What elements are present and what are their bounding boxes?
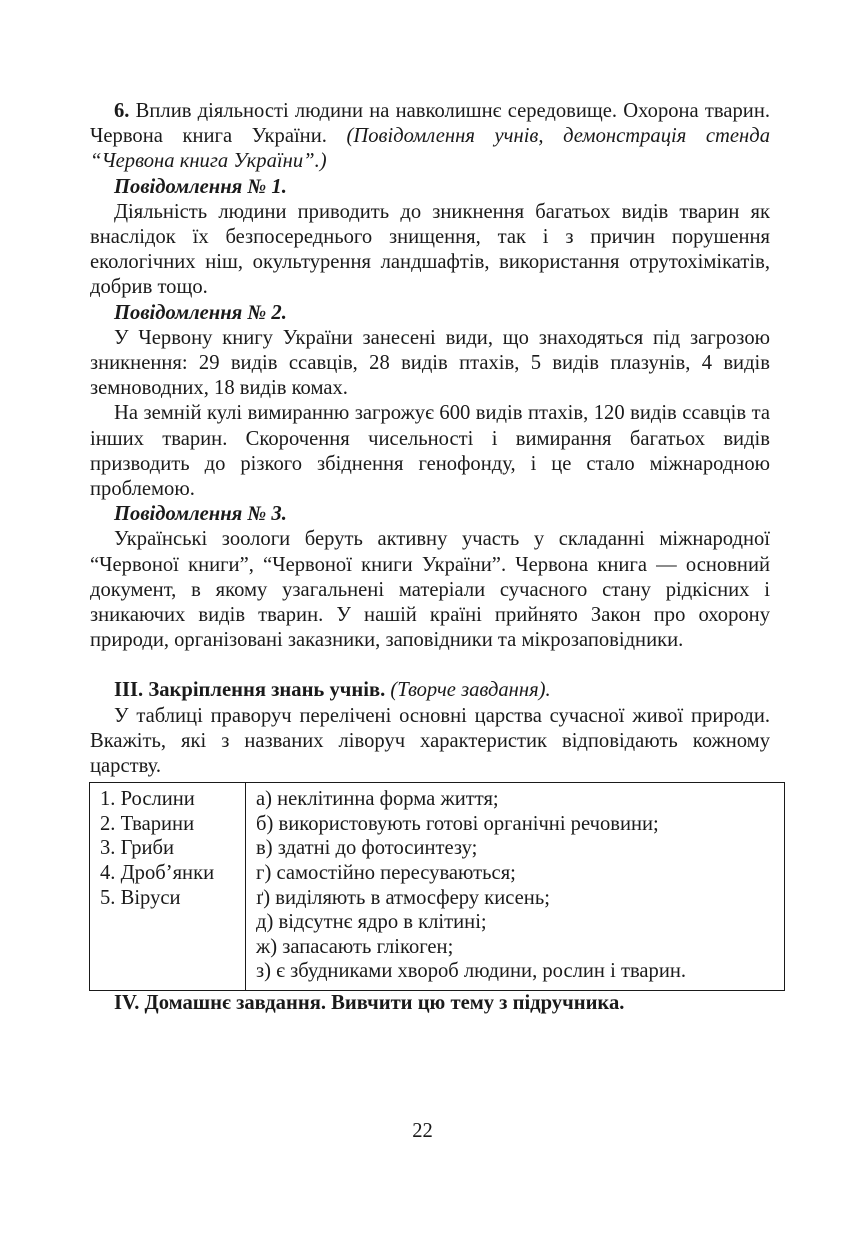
section-6-paragraph — [90, 99, 770, 175]
characteristic-item: в) здатні до фотосинтезу; — [256, 837, 478, 860]
page-content — [90, 99, 770, 1016]
section-6-note: (Повідомлення учнів, демонстрація стенда “Червона книга України”.) — [90, 125, 770, 173]
section-3-title: ІІІ. Закріплення знань учнів. — [114, 679, 386, 702]
kingdom-item: 1. Рослини — [100, 788, 195, 811]
table-row — [90, 783, 785, 991]
section-6-number: 6. — [114, 100, 130, 122]
characteristic-item: з) є збудниками хвороб людини, рослин і тварин. — [256, 960, 687, 983]
kingdoms-column — [90, 783, 246, 991]
message-2-paragraph-2: На земній кулі вимиранню загрожує 600 видів птахів, 120 видів ссавців та інших тварин. Скорочення чисельності і вимирання багатьох видів призводить до різкого збіднення генофонду, і це стало міжнародною проблемою. — [90, 402, 770, 501]
section-4-homework: IV. Домашнє завдання. Вивчити цю тему з підручника. — [114, 992, 625, 1015]
section-6-text: Вплив діяльності людини на навколишнє середовище. Охорона тварин. Червона книга України. — [90, 100, 770, 148]
section-gap — [90, 653, 770, 678]
characteristic-item: ж) запасають глікоген; — [256, 935, 454, 958]
message-3-paragraph-1: Українські зоологи беруть активну участь у складанні міжнародної “Червоної книги”, “Червоної книги України”. Червона книга — основний документ, в якому узагальнені матеріали сучасного стану рідкісних і зникаючих видів тварин. У нашій країні прийнято Закон про охорону природи, організовані заказники, заповідники та мікрозаповідники. — [90, 528, 770, 652]
section-3-note: (Творче завдання). — [385, 679, 551, 702]
section-3-text: У таблиці праворуч перелічені основні царства сучасної живої природи. Вкажіть, які з названих ліворуч характеристик відповідають кожному царству. — [90, 704, 770, 778]
message-1-paragraph-1: Діяльність людини приводить до зникнення багатьох видів тварин як внаслідок їх безпосереднього знищення, так і з причин порушення екологічних ніш, окультурення ландшафтів, використання отрутохімікатів, добрив тощо. — [90, 200, 770, 299]
page-number: 22 — [412, 1120, 433, 1142]
kingdom-item: 2. Тварини — [100, 812, 195, 835]
characteristic-item: д) відсутнє ядро в клітині; — [256, 911, 487, 934]
characteristic-item: ґ) виділяють в атмосферу кисень; — [256, 886, 550, 909]
kingdom-item: 3. Гриби — [100, 837, 175, 860]
kingdoms-table — [89, 782, 785, 991]
message-2-title: Повідомлення № 2. — [114, 301, 287, 324]
section-3-heading — [90, 678, 770, 703]
characteristic-item: г) самостійно пересуваються; — [256, 862, 516, 885]
kingdom-item: 5. Віруси — [100, 886, 181, 909]
kingdom-item: 4. Дроб’янки — [100, 862, 215, 885]
characteristic-item: а) неклітинна форма життя; — [256, 788, 499, 811]
message-1-title: Повідомлення № 1. — [114, 175, 287, 198]
message-3-title: Повідомлення № 3. — [114, 503, 287, 526]
characteristic-item: б) використовують готові органічні речовини; — [256, 812, 659, 835]
characteristics-column — [246, 783, 785, 991]
message-2-paragraph-1: У Червону книгу України занесені види, що знаходяться під загрозою зникнення: 29 видів ссавців, 28 видів птахів, 5 видів плазунів, 4 видів земноводних, 18 видів комах. — [90, 326, 770, 400]
